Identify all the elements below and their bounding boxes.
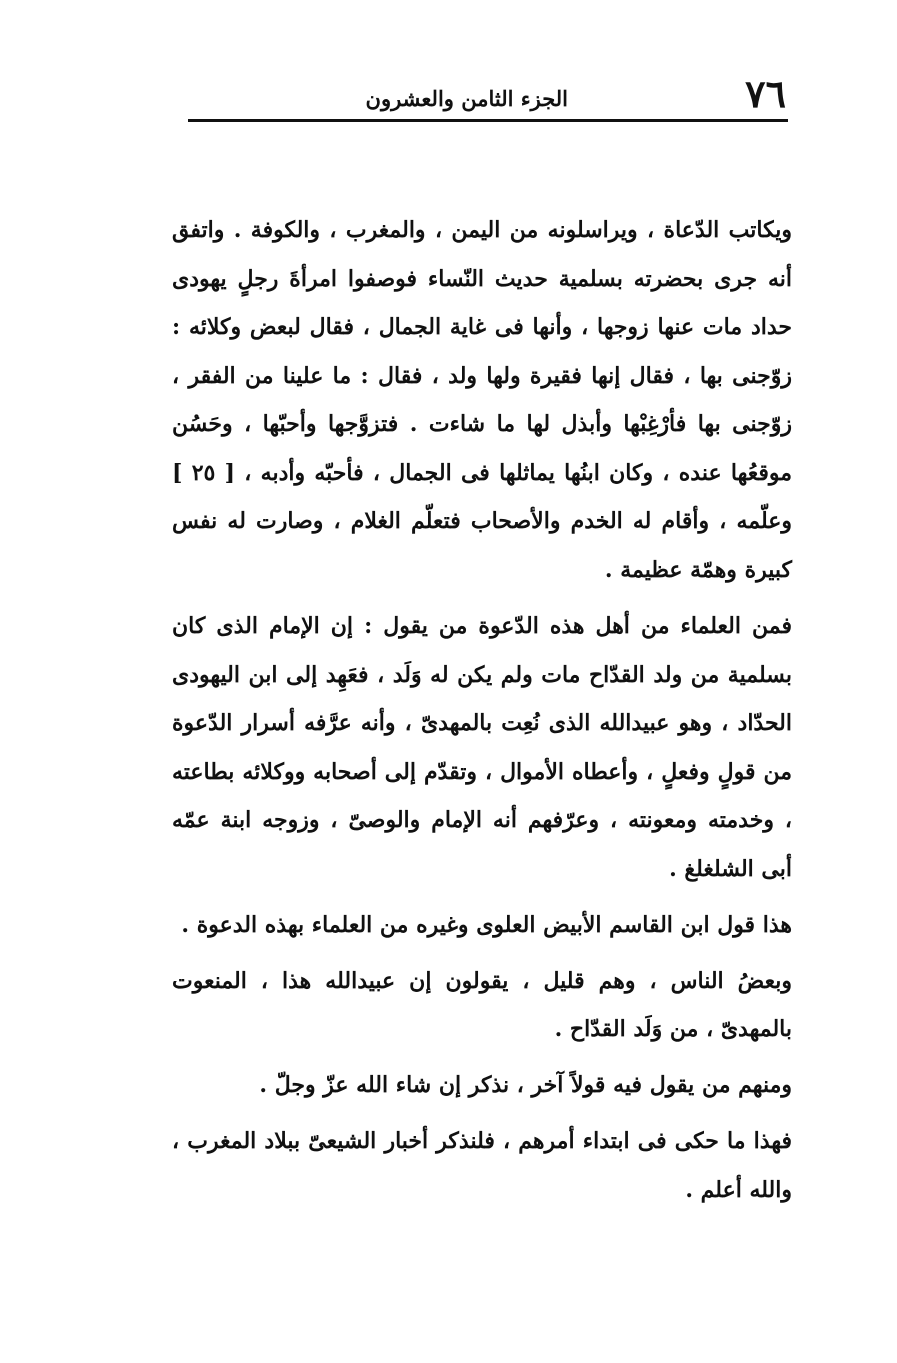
part-title: الجزء الثامن والعشرون (365, 86, 568, 111)
paragraph-3: هذا قول ابن القاسم الأبيض العلوى وغيره من العلماء بهذه الدعوة . (181, 912, 792, 938)
text-body (172, 206, 792, 1222)
paragraph-1: ويكاتب الدّعاة ، ويراسلونه من اليمن ، والمغرب ، والكوفة . واتفق أنه جرى بحضرته بسلمية حديث النّساء فوصفوا امرأةَ رجلٍ يهودى حداد مات عنها زوجها ، وأنها فى غاية الجمال ، فقال لبعض وكلائه : زوّجنى بها ، فقال إنها فقيرة ولها ولد ، فقال : ما علينا من الفقر ، زوّجنى بها فأرْغِبْها وأبذل لها ما شاءت . فتزوَّجها وأحبّها ، وحَسُن موقعُها عنده ، وكان ابنُها يماثلها فى الجمال ، فأحبّه وأدبه ، [ ٢٥ ] وعلّمه ، وأقام له الخدم والأصحاب فتعلّم الغلام ، وصارت له نفس كبيرة وهمّة عظيمة . (172, 217, 792, 583)
paragraph-5: ومنهم من يقول فيه قولاً آخر ، نذكر إن شاء الله عزّ وجلّ . (259, 1071, 792, 1098)
paragraph-2: فمن العلماء من أهل هذه الدّعوة من يقول : إن الإمام الذى كان بسلمية من ولد القدّاح مات ولم يكن له وَلَد ، فعَهِد إلى ابن اليهودى الحدّاد ، وهو عبيدالله الذى نُعِت بالمهدىّ ، وأنه عرَّفه أسرار الدّعوة من قولٍ وفعلٍ ، وأعطاه الأموال ، وتقدّم إلى أصحابه ووكلائه بطاعته ، وخدمته ومعونته ، وعرّفهم أنه الإمام والوصىّ ، وزوجه ابنة عمّه أبى الشلغلغ . (172, 613, 792, 882)
header-rule (188, 119, 788, 122)
paragraph-4: وبعضُ الناس ، وهم قليل ، يقولون إن عبيدالله هذا ، المنعوت بالمهدىّ ، من وَلَد القدّاح . (172, 967, 792, 1042)
running-head (188, 70, 788, 120)
paragraph-6: فهذا ما حكى فى ابتداء أمرهم ، فلنذكر أخبار الشيعىّ ببلاد المغرب ، والله أعلم . (172, 1128, 792, 1203)
page-number: ٧٦ (745, 71, 786, 116)
